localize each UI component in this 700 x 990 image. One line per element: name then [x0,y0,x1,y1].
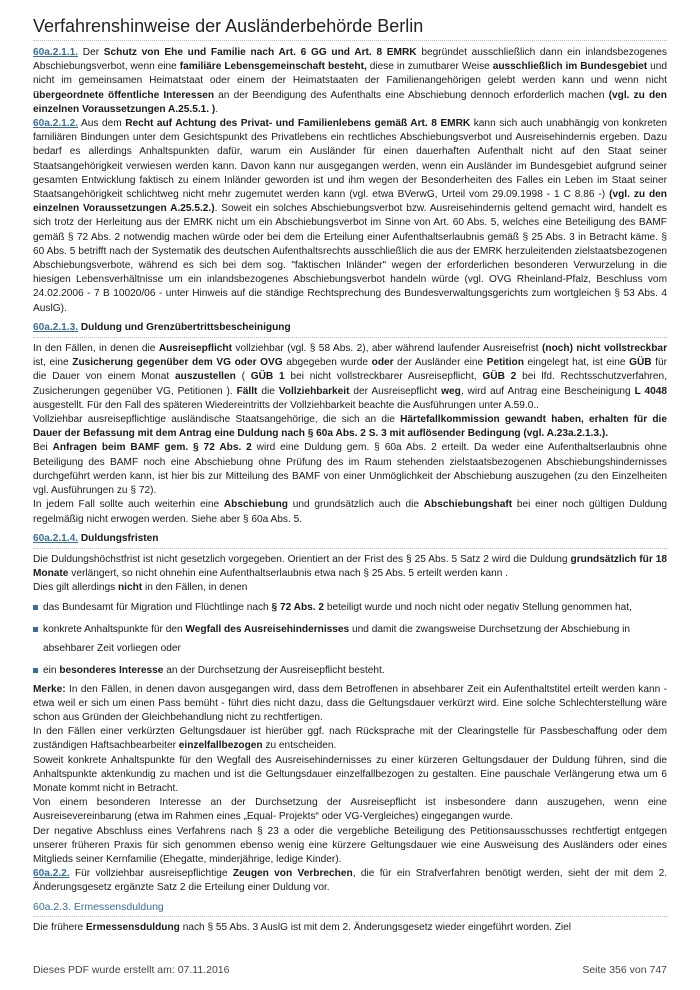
paragraph-ermessensduldung: Die frühere Ermessensduldung nach § 55 Abs. 3 AuslG ist mit dem 2. Änderungsgesetz wieder eingeführt worden. Ziel [33,921,572,933]
bullet-square-icon [33,668,38,673]
created-date: Dieses PDF wurde erstellt am: 07.11.2016 [33,964,230,976]
section-ref-link[interactable]: 60a.2.2. [33,868,70,880]
section-divider [33,548,667,549]
paragraph-hoechstfrist: Die Duldungshöchstfrist ist nicht gesetzlich vorgegeben. Orientiert an der Frist des § 25 Abs. 5 Satz 2 wird die Duldung grundsätzlich für 18 Monate verlängert, so nicht ohnehin eine Aufenthaltserlaubnis etwa nach § 25 Abs. 5 erteilt werden kann . [33,553,668,580]
section-heading-duldungsfristen: 60a.2.1.4. Duldungsfristen [33,532,159,544]
bullet-square-icon [33,627,38,632]
page-title: Verfahrenshinweise der Ausländerbehörde Berlin [33,16,424,36]
paragraph-60a-2-2: 60a.2.2. Für vollziehbar ausreisepflichtige Zeugen von Verbrechen, die für ein Strafverfahren benötigt werden, sieht der mit dem 2. Änderungsgesetz ergänzte Satz 2 die Erteilung einer Duldung vor. [33,868,668,894]
document-page [33,0,667,935]
section-ref-link[interactable]: 60a.2.1.2. [33,118,79,130]
title-divider [33,40,667,41]
paragraph-besonderes-interesse: Von einem besonderen Interesse an der Durchsetzung der Ausreisepflicht ist insbesondere dann auszugehen, wenn eine Ausreisevereinbarung (etwa im Rahmen eines „Equal- Projekts“ oder VG-Vergleiches) eingegangen wurde. [33,797,667,823]
paragraph-abschiebung: In jedem Fall sollte auch weiterhin eine Abschiebung und grundsätzlich auch die Abschiebungshaft bei einer noch gültigen Duldung regelmäßig nicht erwogen werden. Siehe aber § 60a Abs. 5. [33,499,667,525]
paragraph-verkuerzt: In den Fällen einer verkürzten Geltungsdauer ist hierüber ggf. nach Rücksprache mit der Clearingstelle für Passbeschaffung oder dem zuständigen Haftsachbearbeiter einzelfallbezogen zu entscheiden. [33,726,667,752]
section-ref-link[interactable]: 60a.2.1.4. [33,532,79,544]
section-heading-ermessensduldung[interactable]: 60a.2.3. Ermessensduldung [33,900,164,913]
section-ref-link[interactable]: 60a.2.1.1. [33,47,79,58]
paragraph-bamf: Bei Anfragen beim BAMF gem. § 72 Abs. 2 wird eine Duldung gem. § 60a Abs. 2 erteilt. Da weder eine Aufenthaltserlaubnis ohne Beteiligung des BAMF noch eine Abschiebung ohne Prüfung des im Raum stehenden zielstaatsbezogenen Abschiebungshindernisses durchgeführt werden kann, ist hier bis zur Mitteilung des BAMF von einer Unmöglichkeit der Abschiebung auszugehen (zu den Einzelheiten vgl. Ausführungen zu § 72). [33,442,667,497]
section-ref-link[interactable]: 60a.2.1.3. [33,321,79,333]
list-item: das Bundesamt für Migration und Flüchtlinge nach § 72 Abs. 2 beteiligt wurde und noch nicht oder negativ Stellung genommen hat, [33,598,667,617]
paragraph-haertefall: Vollziehbar ausreisepflichtige ausländische Staatsangehörige, die sich an die Härtefallkommission gewandt haben, erhalten für die Dauer der Befassung mit dem Antrag eine Duldung nach § 60a Abs. 2 S. 3 mit auflösender Bedingung (vgl. A.23a.2.1.3.). [33,414,667,440]
paragraph-negativer-abschluss: Der negative Abschluss eines Verfahrens nach § 23 a oder die vergebliche Beteiligung des Petitionsausschusses rechtfertigt entgegen unserer früheren Praxis für sich genommen ebenso wenig eine kürzere Geltungsdauer wie eine Ausweisung des Ausländers oder eines Mitglieds seiner Kernfamilie (Ehegatte, minderjährige, ledige Kinder). [33,825,667,865]
section-heading-duldung: 60a.2.1.3. Duldung und Grenzübertrittsbescheinigung [33,321,291,333]
paragraph-60a-2-1-1: 60a.2.1.1. Der Schutz von Ehe und Familie nach Art. 6 GG und Art. 8 EMRK begründet ausschließlich dann ein inlandsbezogenes Abschiebungsverbot, wenn eine familiäre Lebensgemeinschaft besteht, diese in zumutbarer Weise ausschließlich im Bundesgebiet und nicht im gemeinsamen Heimatstaat oder einem der Heimatstaaten der Familienangehörigen gelebt werden kann und wenn nicht übergeordnete öffentliche Interessen an der Beendigung des Aufenthalts eine Abschiebung dennoch erforderlich machen (vgl. zu den einzelnen Voraussetzungen A.25.5.1. ). [33,47,667,115]
paragraph-merke: Merke: In den Fällen, in denen davon ausgegangen wird, dass dem Betroffenen in absehbarer Zeit ein Aufenthaltstitel erteilt werden kann - etwa weil er sich um einen Pass bemüht - führt dies nicht dazu, dass die Geltungsdauer verkürzt wird. Eine solche Schlechterstellung wäre schon aus Gründen der Gleichbehandlung nicht zu rechtfertigen. [33,683,667,723]
list-item: konkrete Anhaltspunkte für den Wegfall des Ausreisehindernisses und damit die zwangsweise Durchsetzung der Abschiebung in absehbarer Zeit vorliegen oder [33,620,667,658]
paragraph-guebb: In den Fällen, in denen die Ausreisepflicht vollziehbar (vgl. § 58 Abs. 2), aber während laufender Ausreisefrist (noch) nicht vollstreckbar ist, eine Zusicherung gegenüber dem VG oder OVG abgegeben wurde oder der Ausländer eine Petition eingelegt hat, ist eine GÜB für die Dauer von einem Monat auszustellen ( GÜB 1 bei nicht vollstreckbarer Ausreisepflicht, GÜB 2 bei lfd. Rechtsschutzverfahren, Zusicherungen gegenüber VG, Petitionen ). Fällt die Vollziehbarkeit der Ausreisepflicht weg, wird auf Antrag eine Bescheinigung L 4048 ausgestellt. Für den Fall des späteren Wiedereintritts der Vollziehbarkeit beachte die Ausführungen unter A.59.0.. [33,343,668,411]
list-item: ein besonderes Interesse an der Durchsetzung der Ausreisepflicht besteht. [33,661,667,680]
exception-list [33,598,667,680]
bullet-square-icon [33,605,38,610]
section-divider [33,916,667,917]
page-footer [33,964,667,976]
page-number: Seite 356 von 747 [582,964,667,976]
paragraph-anhaltspunkte: Soweit konkrete Anhaltspunkte für den Wegfall des Ausreisehindernisses zu einer kürzeren Geltungsdauer der Duldung führen, sind die Anhaltspunkte aktenkundig zu machen und ist die Geltungsdauer einzelfallbezogen zu gestalten. Eine pauschale Verlängerung etwa um 6 Monate kommt nicht in Betracht. [33,754,667,794]
paragraph-ausnahmen: Dies gilt allerdings nicht in den Fällen, in denen [33,582,248,594]
document-body [33,46,667,935]
paragraph-60a-2-1-2: 60a.2.1.2. Aus dem Recht auf Achtung des Privat- und Familienlebens gemäß Art. 8 EMRK kann sich auch unabhängig von konkreten familiären Bindungen unter dem Gesichtspunkt des Privatlebens ein rechtliches Abschiebungsverbot und Ausreisehindernis ergeben. Dazu bedarf es allerdings Anhaltspunkten dafür, warum ein Ausländer für einen dauerhaften Aufenthalt nicht auf den Staat seiner Staatsangehörigkeit verwiesen werden kann. Davon kann nur ausgegangen werden, wenn ein Ausländer im Bundesgebiet aufgrund seiner gesamten Entwicklung faktisch zu einem Inländer geworden ist und ihm wegen der Besonderheiten des Falles ein Leben im Staat seiner Staatsangehörigkeit schlichtweg nicht mehr zugemutet werden kann (vgl. etwa BVerwG, Urteil vom 29.09.1998 - 1 C 8.86 -) (vgl. zu den einzelnen Voraussetzungen A.25.5.2.). Soweit ein solches Abschiebungsverbot bzw. Ausreisehindernis geltend gemacht wird, handelt es sich trotz der Herleitung aus der EMRK nicht um ein Abschiebungsverbot im Sinne von Art. 60 Abs. 5, welches eine Beteiligung des BAMF gemäß § 72 Abs. 2 notwendig machen würde oder bei dem die Erteilung einer Aufenthaltserlaubnis gemäß § 25 Abs. 3 in Betracht käme. § 60 Abs. 5 betrifft nach der Systematik des deutschen Aufenthaltsrechts ausschließlich die aus der EMRK herzuleitenden zielstaatsbezogenen Abschiebungsverbote, während es sich bei dem sog. "faktischen Inländer" wegen der erforderlichen besonderen Verwurzelung in die hiesigen Lebensverhältnisse um ein inlandsbezogenes Abschiebungsverbot handeln würde (vgl. OVG Rheinland-Pfalz, Beschluss vom 24.02.2006 - 7 B 10020/06 - unter Hinweis auf die ständige Rechtsprechung des Bundesverwaltungsgerichts zum wortgleichen § 53 Abs. 4 AuslG). [33,118,667,314]
section-divider [33,337,667,338]
